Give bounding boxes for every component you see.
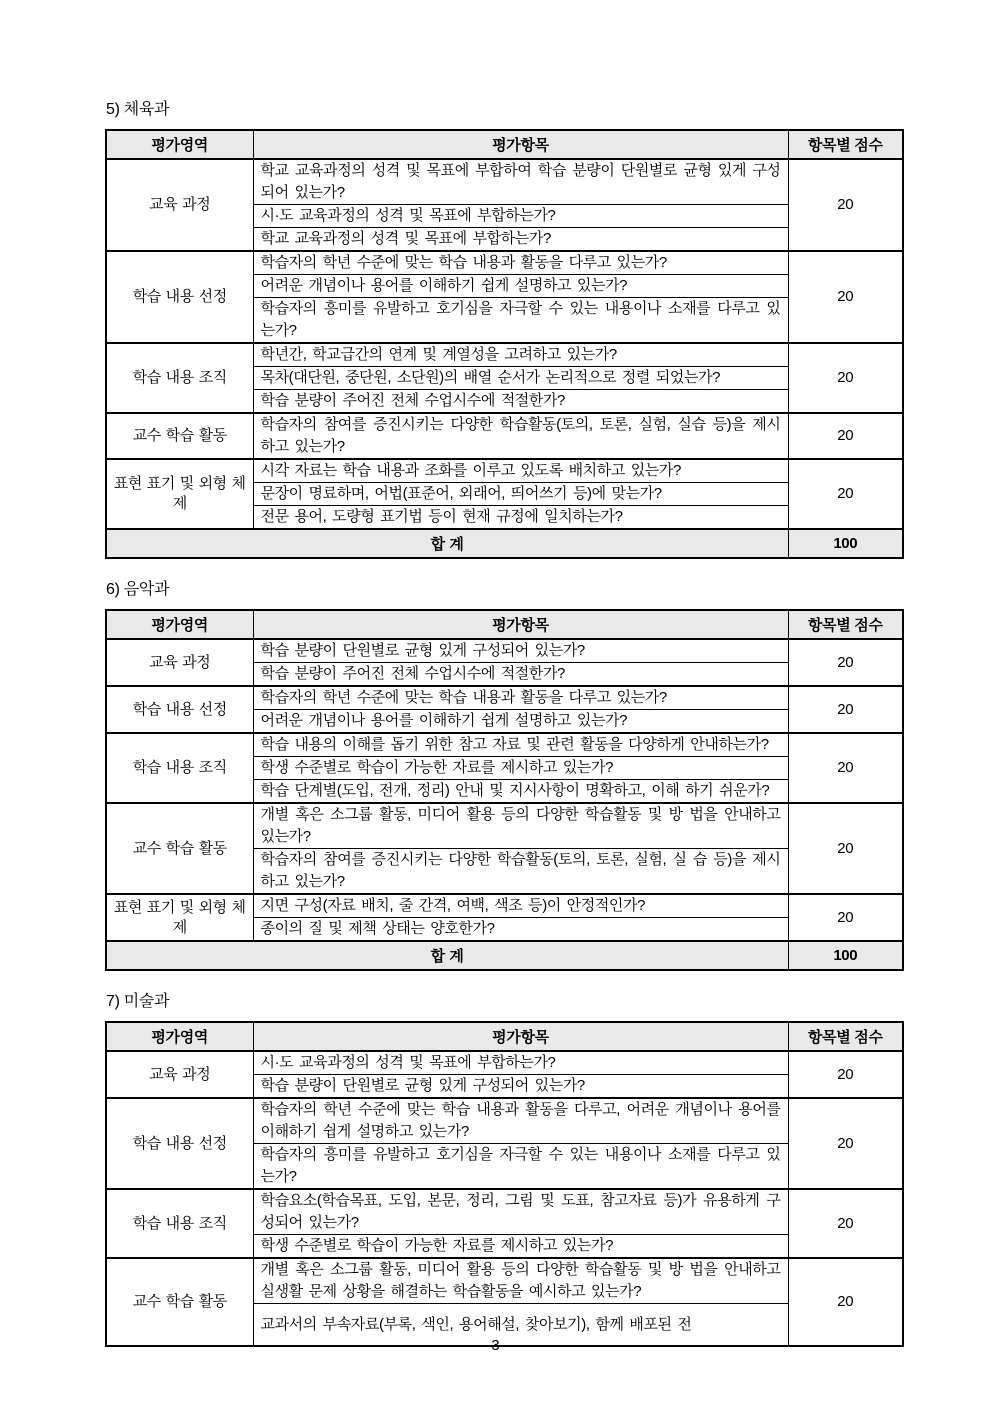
table-row (106, 1098, 903, 1144)
evaluation-section (105, 580, 902, 971)
item-score-cell: 20 (788, 1098, 903, 1189)
item-score-cell: 20 (788, 343, 903, 413)
evaluation-table (105, 609, 904, 971)
evaluation-area-cell: 학습 내용 선정 (106, 686, 253, 733)
evaluation-area-cell: 교육 과정 (106, 639, 253, 686)
column-header-area: 평가영역 (106, 610, 253, 639)
column-header-score: 항목별 점수 (788, 130, 903, 159)
column-header-item: 평가항목 (253, 130, 788, 159)
evaluation-item-cell: 어려운 개념이나 용어를 이해하기 쉽게 설명하고 있는가? (253, 710, 788, 734)
evaluation-item-cell: 시·도 교육과정의 성격 및 목표에 부합하는가? (253, 205, 788, 228)
evaluation-item-cell: 학습 단계별(도입, 전개, 정리) 안내 및 지시사항이 명확하고, 이해 하기 쉬운가? (253, 780, 788, 804)
table-body (106, 639, 903, 970)
evaluation-item-cell: 어려운 개념이나 용어를 이해하기 쉽게 설명하고 있는가? (253, 275, 788, 298)
evaluation-item-cell: 학습자의 참여를 증진시키는 다양한 학습활동(토의, 토론, 실험, 실습 등)을 제시하고 있는가? (253, 413, 788, 459)
evaluation-item-cell: 목차(대단원, 중단원, 소단원)의 배열 순서가 논리적으로 정렬 되었는가? (253, 367, 788, 390)
evaluation-item-cell: 학습 내용의 이해를 돕기 위한 참고 자료 및 관련 활동을 다양하게 안내하는가? (253, 733, 788, 757)
evaluation-item-cell: 학습자의 흥미를 유발하고 호기심을 자극할 수 있는 내용이나 소재를 다루고 있는가? (253, 298, 788, 344)
evaluation-item-cell: 개별 혹은 소그룹 활동, 미디어 활용 등의 다양한 학습활동 및 방 법을 안내하고 실생활 문제 상황을 해결하는 학습활동을 예시하고 있는가? (253, 1258, 788, 1304)
table-body (106, 159, 903, 558)
evaluation-item-cell: 시·도 교육과정의 성격 및 목표에 부합하는가? (253, 1051, 788, 1075)
evaluation-item-cell: 학습 분량이 단원별로 균형 있게 구성되어 있는가? (253, 1075, 788, 1099)
header-row (106, 1022, 903, 1051)
evaluation-item-cell: 학습자의 학년 수준에 맞는 학습 내용과 활동을 다루고 있는가? (253, 686, 788, 710)
table-row (106, 733, 903, 757)
evaluation-area-cell: 학습 내용 조직 (106, 733, 253, 803)
evaluation-item-cell: 학습 분량이 주어진 전체 수업시수에 적절한가? (253, 390, 788, 414)
page-number: - 3 - (480, 1337, 512, 1354)
column-header-area: 평가영역 (106, 1022, 253, 1051)
table-row (106, 343, 903, 367)
evaluation-item-cell: 교과서의 부속자료(부록, 색인, 용어해설, 찾아보기), 함께 배포된 전 (253, 1304, 788, 1347)
evaluation-section (105, 100, 902, 559)
column-header-score: 항목별 점수 (788, 1022, 903, 1051)
item-score-cell: 20 (788, 1051, 903, 1098)
table-row (106, 1189, 903, 1235)
header-row (106, 610, 903, 639)
evaluation-area-cell: 교수 학습 활동 (106, 1258, 253, 1346)
column-header-item: 평가항목 (253, 1022, 788, 1051)
total-label: 합 계 (106, 941, 788, 970)
total-row (106, 529, 903, 558)
item-score-cell: 20 (788, 733, 903, 803)
column-header-area: 평가영역 (106, 130, 253, 159)
table-row (106, 894, 903, 918)
evaluation-item-cell: 학습자의 흥미를 유발하고 호기심을 자극할 수 있는 내용이나 소재를 다루고 있는가? (253, 1144, 788, 1190)
evaluation-table (105, 1021, 904, 1347)
evaluation-item-cell: 학교 교육과정의 성격 및 목표에 부합하는가? (253, 228, 788, 252)
table-body (106, 1051, 903, 1346)
evaluation-item-cell: 학습자의 학년 수준에 맞는 학습 내용과 활동을 다루고 있는가? (253, 251, 788, 275)
evaluation-item-cell: 학습요소(학습목표, 도입, 본문, 정리, 그림 및 도표, 참고자료 등)가 유용하게 구성되어 있는가? (253, 1189, 788, 1235)
section-title: 7) 미술과 (106, 993, 170, 1010)
section-title: 6) 음악과 (106, 581, 170, 598)
evaluation-area-cell: 교육 과정 (106, 1051, 253, 1098)
item-score-cell: 20 (788, 159, 903, 251)
total-row (106, 941, 903, 970)
evaluation-item-cell: 학생 수준별로 학습이 가능한 자료를 제시하고 있는가? (253, 757, 788, 780)
column-header-item: 평가항목 (253, 610, 788, 639)
evaluation-item-cell: 학습자의 학년 수준에 맞는 학습 내용과 활동을 다루고, 어려운 개념이나 용어를 이해하기 쉽게 설명하고 있는가? (253, 1098, 788, 1144)
evaluation-item-cell: 학교 교육과정의 성격 및 목표에 부합하여 학습 분량이 단원별로 균형 있게 구성되어 있는가? (253, 159, 788, 205)
evaluation-item-cell: 시각 자료는 학습 내용과 조화를 이루고 있도록 배치하고 있는가? (253, 459, 788, 483)
evaluation-area-cell: 표현 표기 및 외형 체제 (106, 894, 253, 941)
evaluation-table (105, 129, 904, 559)
item-score-cell: 20 (788, 803, 903, 894)
table-row (106, 251, 903, 275)
table-row (106, 1258, 903, 1304)
table-row (106, 413, 903, 459)
total-score: 100 (788, 529, 903, 558)
evaluation-area-cell: 교수 학습 활동 (106, 413, 253, 459)
table-header (106, 1022, 903, 1051)
table-row (106, 1051, 903, 1075)
evaluation-item-cell: 학생 수준별로 학습이 가능한 자료를 제시하고 있는가? (253, 1235, 788, 1259)
evaluation-item-cell: 종이의 질 및 제책 상태는 양호한가? (253, 918, 788, 942)
evaluation-item-cell: 전문 용어, 도량형 표기법 등이 현재 규정에 일치하는가? (253, 506, 788, 530)
item-score-cell: 20 (788, 413, 903, 459)
table-row (106, 803, 903, 849)
evaluation-item-cell: 문장이 명료하며, 어법(표준어, 외래어, 띄어쓰기 등)에 맞는가? (253, 483, 788, 506)
section-title: 5) 체육과 (106, 101, 170, 118)
table-header (106, 610, 903, 639)
evaluation-item-cell: 학습자의 참여를 증진시키는 다양한 학습활동(토의, 토론, 실험, 실 습 등)을 제시하고 있는가? (253, 849, 788, 895)
table-row (106, 459, 903, 483)
table-header (106, 130, 903, 159)
evaluation-area-cell: 학습 내용 선정 (106, 1098, 253, 1189)
evaluation-item-cell: 지면 구성(자료 배치, 줄 간격, 여백, 색조 등)이 안정적인가? (253, 894, 788, 918)
table-row (106, 159, 903, 205)
evaluation-area-cell: 학습 내용 조직 (106, 343, 253, 413)
table-row (106, 639, 903, 663)
evaluation-area-cell: 교육 과정 (106, 159, 253, 251)
item-score-cell: 20 (788, 1189, 903, 1258)
item-score-cell: 20 (788, 1258, 903, 1346)
evaluation-area-cell: 학습 내용 선정 (106, 251, 253, 343)
evaluation-item-cell: 학습 분량이 주어진 전체 수업시수에 적절한가? (253, 663, 788, 687)
evaluation-area-cell: 학습 내용 조직 (106, 1189, 253, 1258)
evaluation-item-cell: 학년간, 학교급간의 연계 및 계열성을 고려하고 있는가? (253, 343, 788, 367)
item-score-cell: 20 (788, 686, 903, 733)
total-score: 100 (788, 941, 903, 970)
item-score-cell: 20 (788, 459, 903, 529)
table-row (106, 686, 903, 710)
column-header-score: 항목별 점수 (788, 610, 903, 639)
evaluation-area-cell: 표현 표기 및 외형 체제 (106, 459, 253, 529)
evaluation-section (105, 992, 902, 1347)
total-label: 합 계 (106, 529, 788, 558)
item-score-cell: 20 (788, 251, 903, 343)
evaluation-item-cell: 개별 혹은 소그룹 활동, 미디어 활용 등의 다양한 학습활동 및 방 법을 안내하고 있는가? (253, 803, 788, 849)
item-score-cell: 20 (788, 894, 903, 941)
evaluation-area-cell: 교수 학습 활동 (106, 803, 253, 894)
item-score-cell: 20 (788, 639, 903, 686)
evaluation-item-cell: 학습 분량이 단원별로 균형 있게 구성되어 있는가? (253, 639, 788, 663)
header-row (106, 130, 903, 159)
